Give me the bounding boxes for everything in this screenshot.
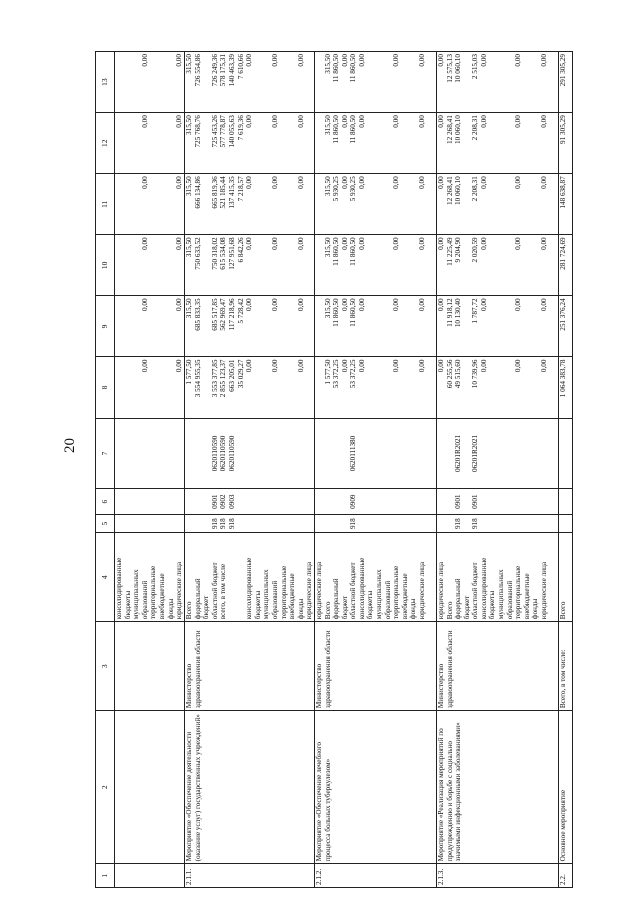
row-c6: [558, 489, 572, 515]
row-c13: 0,00 0,00: [115, 52, 185, 113]
header-cell: 10: [96, 235, 115, 296]
row-number: 2.1.3.: [436, 864, 558, 888]
header-cell: 1: [96, 864, 115, 888]
table-row: [314, 52, 436, 888]
row-number: 2.1.1.: [185, 864, 315, 888]
row-c6: 0901 0902 0903: [185, 489, 315, 515]
row-c11: 315,50 5 930,25 0,00 5 930,25 0,00 0,00 0,00: [314, 174, 436, 235]
row-c8: 0,00 60 255,56 49 515,60 10 739,96 0,00 0,00 0,00: [436, 357, 558, 418]
row-c8: 0,00 0,00: [115, 357, 185, 418]
row-c10: 315,50 11 860,50 0,00 11 860,50 0,00 0,00 0,00: [314, 235, 436, 296]
row-c7: 0620110590 0620110590 0620110590: [185, 418, 315, 489]
row-sources: юридические лица Всего федеральный бюджет областной бюджет консолидированные бюджеты муниципальных образований территориальные внебюджетные фонды юридические лица: [314, 533, 436, 622]
row-executor: Всего, в том числе:: [558, 622, 572, 711]
row-name: Мероприятие «Реализация мероприятий по предупреждению и борьбе с социально значимыми инфекционными заболеваниями»: [436, 711, 558, 864]
row-c5: 918 918 918: [185, 515, 315, 533]
program-financing-table: [95, 51, 573, 888]
row-c10: 281 724,69: [558, 235, 572, 296]
row-name: Мероприятие «Обеспечение лечебного процесса больных туберкулезом»: [314, 711, 436, 864]
header-cell: 6: [96, 489, 115, 515]
header-cell: 13: [96, 52, 115, 113]
row-c9: 315,50 685 833,35 685 517,85 562 969,47 117 218,96 5 728,42 0,00 0,00 0,00: [185, 296, 315, 357]
row-c6: 0909: [314, 489, 436, 515]
row-c7: [115, 418, 185, 489]
row-c12: 0,00 12 268,41 10 060,10 2 208,31 0,00 0,00 0,00: [436, 113, 558, 174]
row-c7: 06201R2021 06201R2021: [436, 418, 558, 489]
row-sources: Всего федеральный бюджет областной бюджет всего, в том числе консолидированные бюджеты муниципальных образований территориальные внебюджетные фонды юридические лица: [185, 533, 315, 622]
row-c12: 315,50 725 768,76 725 453,26 577 778,87 140 055,63 7 619,36 0,00 0,00 0,00: [185, 113, 315, 174]
row-c12: 315,50 11 860,50 0,00 11 860,50 0,00 0,00 0,00: [314, 113, 436, 174]
header-cell: 11: [96, 174, 115, 235]
table-row: [185, 52, 315, 888]
row-c13: 0,00 12 575,13 10 060,10 2 515,03 0,00 0,00 0,00: [436, 52, 558, 113]
row-c8: 1 577,50 3 554 955,35 3 553 377,85 2 855 123,37 663 205,01 35 029,27 0,00 0,00 0,00: [185, 357, 315, 418]
row-number: [115, 864, 185, 888]
header-cell: 4: [96, 533, 115, 622]
row-c9: 251 376,24: [558, 296, 572, 357]
row-executor: Министерство здравоохранения области: [185, 622, 315, 711]
header-cell: 7: [96, 418, 115, 489]
rotated-table-container: [95, 51, 605, 888]
table-row: [436, 52, 558, 888]
header-cell: 3: [96, 622, 115, 711]
row-name: Мероприятие «Обеспечение деятельности (оказание услуг) государственных учреждений»: [185, 711, 315, 864]
row-number: 2.2.: [558, 864, 572, 888]
row-c5: [558, 515, 572, 533]
row-c7: 0620111380: [314, 418, 436, 489]
row-c8: 1 577,50 53 372,25 0,00 53 372,25 0,00 0,00 0,00: [314, 357, 436, 418]
row-executor: [115, 622, 185, 711]
table-row: [558, 52, 572, 888]
row-c9: 0,00 0,00: [115, 296, 185, 357]
header-cell: 5: [96, 515, 115, 533]
row-c7: [558, 418, 572, 489]
row-c5: [115, 515, 185, 533]
row-c10: 0,00 11 225,49 9 204,90 2 020,59 0,00 0,00 0,00: [436, 235, 558, 296]
row-c13: 315,50 11 860,50 0,00 11 860,50 0,00 0,00 0,00: [314, 52, 436, 113]
row-c6: [115, 489, 185, 515]
table-row: [115, 52, 185, 888]
row-c9: 315,50 11 860,50 0,00 11 860,50 0,00 0,00 0,00: [314, 296, 436, 357]
row-executor: Министерство здравоохранения области: [436, 622, 558, 711]
header-row: [96, 52, 115, 888]
row-c13: 291 305,29: [558, 52, 572, 113]
row-c10: 315,50 750 633,52 750 318,02 615 534,08 127 951,68 6 842,26 0,00 0,00 0,00: [185, 235, 315, 296]
row-sources: юридические лица Всего федеральный бюджет областной бюджет консолидированные бюджеты муниципальных образований территориальные внебюджетные фонды юридические лица: [436, 533, 558, 622]
row-c6: 0901 0901: [436, 489, 558, 515]
row-c11: 0,00 0,00: [115, 174, 185, 235]
row-c12: 91 305,29: [558, 113, 572, 174]
header-cell: 9: [96, 296, 115, 357]
row-executor: Министерство здравоохранения области: [314, 622, 436, 711]
header-cell: 2: [96, 711, 115, 864]
row-c12: 0,00 0,00: [115, 113, 185, 174]
header-cell: 12: [96, 113, 115, 174]
row-c11: 315,50 666 134,86 665 819,36 521 185,44 137 415,35 7 218,57 0,00 0,00 0,00: [185, 174, 315, 235]
header-cell: 8: [96, 357, 115, 418]
row-c9: 0,00 11 918,12 10 130,40 1 787,72 0,00 0,00 0,00: [436, 296, 558, 357]
page-number: 20: [62, 438, 78, 453]
row-c5: 918 918: [436, 515, 558, 533]
row-c11: 0,00 12 268,41 10 060,10 2 208,31 0,00 0,00 0,00: [436, 174, 558, 235]
row-c11: 148 638,87: [558, 174, 572, 235]
row-number: 2.1.2.: [314, 864, 436, 888]
row-name: Основное мероприятие: [558, 711, 572, 864]
row-sources: консолидированные бюджеты муниципальных образований территориальные внебюджетные фонды юридические лица: [115, 533, 185, 622]
row-c5: 918: [314, 515, 436, 533]
row-name: [115, 711, 185, 864]
row-sources: Всего: [558, 533, 572, 622]
row-c13: 315,50 726 554,86 726 249,36 578 175,31 140 463,39 7 610,66 0,00 0,00 0,00: [185, 52, 315, 113]
row-c8: 1 064 383,78: [558, 357, 572, 418]
row-c10: 0,00 0,00: [115, 235, 185, 296]
